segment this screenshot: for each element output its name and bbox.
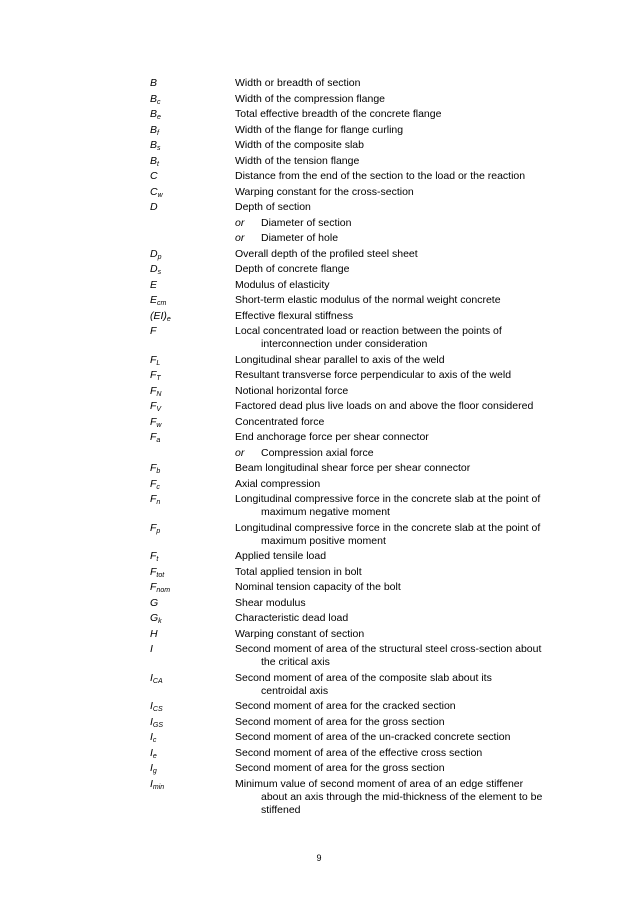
description-line: Second moment of area of the structural steel cross-section about — [235, 643, 542, 655]
symbol-description — [235, 400, 570, 413]
symbol — [150, 369, 235, 382]
symbol-description — [235, 310, 570, 323]
description-line: Compression axial force — [261, 446, 374, 459]
symbol-base: B — [150, 92, 158, 105]
notation-row — [150, 354, 570, 367]
symbol-subscript: t — [157, 160, 159, 168]
symbol-subscript: V — [156, 406, 162, 413]
symbol-description — [235, 550, 570, 563]
symbol-description — [235, 155, 570, 168]
description-line: Total effective breadth of the concrete flange — [235, 108, 442, 120]
symbol-subscript: e — [157, 114, 161, 121]
symbol — [150, 248, 235, 261]
notation-row — [150, 416, 570, 429]
description-line: Short-term elastic modulus of the normal weight concrete — [235, 294, 501, 306]
description-line: Second moment of area of the effective cross section — [235, 746, 483, 759]
symbol — [150, 612, 235, 625]
symbol-subscript: g — [152, 768, 157, 775]
symbol — [150, 354, 235, 367]
notation-row — [150, 294, 570, 307]
symbol-description — [235, 77, 570, 90]
symbol — [150, 672, 235, 685]
description-line: Width of the flange for flange curling — [235, 123, 404, 136]
symbol-description — [235, 416, 570, 429]
notation-row — [150, 747, 570, 760]
notation-row — [150, 566, 570, 579]
symbol-base: D — [150, 201, 158, 213]
notation-row — [150, 400, 570, 413]
symbol-description — [235, 108, 570, 121]
symbol — [150, 385, 235, 398]
symbol-description — [235, 612, 570, 625]
symbol-base: F — [150, 521, 157, 534]
description-line: Depth of section — [235, 201, 311, 213]
description-line: Local concentrated load or reaction between the points of — [235, 325, 502, 337]
symbol-subscript: k — [158, 618, 162, 625]
notation-row — [150, 248, 570, 261]
notation-row — [150, 155, 570, 168]
symbol — [150, 716, 235, 729]
notation-row — [150, 310, 570, 323]
description-continuation: about an axis through the mid-thickness of the element to be — [261, 790, 543, 803]
description-line: Warping constant of section — [235, 627, 365, 640]
symbol — [150, 124, 235, 137]
symbol-subscript: t — [156, 556, 159, 563]
notation-row — [150, 139, 570, 152]
symbol-description — [235, 447, 570, 460]
symbol-description — [235, 385, 570, 398]
notation-row — [150, 186, 570, 199]
symbol-description — [235, 522, 570, 548]
symbol-base: F — [150, 462, 157, 474]
symbol-description — [235, 493, 570, 519]
description-line: Width of the tension flange — [235, 154, 360, 167]
description-line: Axial compression — [235, 477, 321, 490]
description-line: Second moment of area of the composite slab about its — [235, 671, 492, 684]
symbol — [150, 550, 235, 563]
description-continuation: maximum positive moment — [261, 534, 386, 547]
symbol-subscript: p — [156, 527, 161, 535]
or-connector: or — [235, 216, 245, 229]
symbol-subscript: GS — [152, 721, 164, 729]
notation-row — [150, 581, 570, 594]
symbol-description — [235, 747, 570, 760]
notation-row — [150, 522, 570, 548]
notation-row — [150, 279, 570, 292]
description-line: Width or breadth of section — [235, 77, 361, 89]
symbol — [150, 628, 235, 641]
symbol-subscript: p — [157, 253, 162, 261]
notation-row — [150, 263, 570, 276]
description-continuation: maximum negative moment — [261, 506, 390, 518]
description-continuation: stiffened — [261, 803, 301, 816]
symbol-subscript: e — [166, 315, 171, 323]
symbol-description — [235, 581, 570, 594]
symbol-subscript: min — [152, 783, 165, 791]
symbol-subscript: T — [156, 375, 161, 382]
symbol — [150, 77, 235, 90]
symbol — [150, 478, 235, 491]
notation-row — [150, 778, 570, 817]
notation-row — [150, 478, 570, 491]
symbol-base: F — [150, 400, 157, 412]
symbol-subscript: c — [156, 483, 160, 491]
symbol-description — [235, 170, 570, 183]
symbol-description — [235, 462, 570, 475]
symbol-subscript: e — [152, 752, 157, 760]
symbol-description — [235, 217, 570, 230]
symbol-subscript: b — [156, 468, 161, 475]
symbol — [150, 294, 235, 307]
symbol-subscript: c — [152, 737, 157, 744]
description-line: Modulus of elasticity — [235, 278, 330, 291]
notation-row — [150, 385, 570, 398]
description-line: Factored dead plus live loads on and above the floor considered — [235, 400, 534, 412]
symbol-base: D — [150, 263, 158, 275]
symbol-description — [235, 628, 570, 641]
symbol-base: F — [150, 565, 157, 578]
symbol-subscript: f — [157, 129, 159, 137]
symbol-description — [235, 232, 570, 245]
description-line: Warping constant for the cross-section — [235, 185, 414, 198]
notation-row — [150, 447, 570, 460]
symbol — [150, 186, 235, 199]
symbol-description — [235, 186, 570, 199]
notation-row — [150, 550, 570, 563]
symbol-description — [235, 354, 570, 367]
notation-row — [150, 325, 570, 351]
symbol-description — [235, 139, 570, 152]
symbol-base: F — [150, 384, 157, 397]
description-line: Minimum value of second moment of area of an edge stiffener — [235, 777, 524, 790]
symbol-base: I — [150, 731, 153, 743]
symbol-subscript: L — [156, 359, 161, 367]
symbol — [150, 431, 235, 444]
notation-row — [150, 700, 570, 713]
symbol-base: F — [150, 581, 157, 593]
notation-row — [150, 431, 570, 444]
description-line: Second moment of area of the un-cracked concrete section — [235, 731, 511, 743]
symbol — [150, 139, 235, 152]
symbol — [150, 522, 235, 535]
symbol-base: E — [150, 294, 158, 306]
symbol-base: F — [150, 415, 157, 428]
symbol-base: G — [150, 596, 159, 609]
symbol-description — [235, 369, 570, 382]
symbol — [150, 108, 235, 121]
symbol-base: F — [150, 325, 157, 337]
symbol-subscript: a — [156, 437, 161, 444]
symbol — [150, 155, 235, 168]
description-line: Overall depth of the profiled steel sheet — [235, 247, 418, 260]
notation-row — [150, 77, 570, 90]
notation-row — [150, 170, 570, 183]
page-number: 9 — [316, 853, 322, 863]
symbol-base: B — [150, 77, 158, 89]
description-line: Shear modulus — [235, 596, 306, 609]
symbol-base: D — [150, 247, 158, 260]
symbol-base: B — [150, 123, 158, 136]
description-line: Nominal tension capacity of the bolt — [235, 581, 401, 593]
symbol-base: (EI) — [150, 309, 167, 322]
symbol-base: G — [150, 612, 159, 624]
symbol-subscript: n — [156, 499, 161, 506]
description-line: Notional horizontal force — [235, 384, 349, 397]
or-connector: or — [235, 446, 245, 459]
description-line: Width of the composite slab — [235, 139, 364, 151]
symbol-subscript: nom — [156, 587, 171, 594]
symbol-subscript: s — [157, 269, 162, 276]
description-line: End anchorage force per shear connector — [235, 431, 429, 443]
symbol-base: I — [150, 762, 153, 774]
symbol — [150, 93, 235, 106]
symbol — [150, 462, 235, 475]
symbol — [150, 778, 235, 791]
symbol-description — [235, 716, 570, 729]
notation-list — [150, 77, 570, 819]
symbol-description — [235, 263, 570, 276]
notation-row — [150, 217, 570, 230]
symbol-description — [235, 124, 570, 137]
symbol-base: F — [150, 369, 157, 381]
symbol-base: F — [150, 431, 157, 443]
symbol-description — [235, 700, 570, 713]
symbol-description — [235, 431, 570, 444]
symbol-base: B — [150, 139, 158, 151]
symbol — [150, 201, 235, 214]
notation-row — [150, 597, 570, 610]
symbol-base: E — [150, 278, 158, 291]
symbol-description — [235, 201, 570, 214]
notation-row — [150, 731, 570, 744]
symbol-description — [235, 672, 570, 698]
description-line: Width of the compression flange — [235, 92, 385, 105]
notation-row — [150, 762, 570, 775]
symbol — [150, 700, 235, 713]
description-line: Distance from the end of the section to the load or the reaction — [235, 170, 526, 182]
or-connector: or — [235, 232, 245, 244]
notation-row — [150, 716, 570, 729]
description-continuation: interconnection under consideration — [261, 338, 428, 350]
symbol-base: H — [150, 627, 158, 640]
description-line: Diameter of hole — [261, 232, 339, 244]
symbol-description — [235, 566, 570, 579]
description-line: Second moment of area for the gross section — [235, 715, 445, 728]
notation-row — [150, 493, 570, 519]
symbol — [150, 762, 235, 775]
symbol-base: I — [150, 715, 153, 728]
symbol — [150, 566, 235, 579]
symbol — [150, 279, 235, 292]
symbol — [150, 493, 235, 506]
symbol-description — [235, 93, 570, 106]
symbol — [150, 416, 235, 429]
symbol-description — [235, 643, 570, 669]
symbol — [150, 170, 235, 183]
symbol-subscript: CS — [152, 706, 163, 713]
description-line: Second moment of area for the gross section — [235, 762, 445, 774]
notation-row — [150, 201, 570, 214]
symbol-base: F — [150, 353, 157, 366]
symbol-description — [235, 597, 570, 610]
description-continuation: the critical axis — [261, 656, 330, 668]
symbol-description — [235, 478, 570, 491]
symbol-subscript: w — [156, 421, 162, 429]
description-line: Diameter of section — [261, 216, 352, 229]
symbol-base: B — [150, 108, 158, 120]
symbol — [150, 747, 235, 760]
symbol — [150, 310, 235, 323]
symbol-subscript: CA — [152, 677, 163, 685]
symbol-description — [235, 778, 570, 817]
description-line: Effective flexural stiffness — [235, 309, 354, 322]
symbol-base: B — [150, 154, 158, 167]
description-line: Longitudinal shear parallel to axis of the weld — [235, 353, 445, 366]
symbol-subscript: c — [157, 98, 161, 106]
description-line: Resultant transverse force perpendicular to axis of the weld — [235, 369, 512, 381]
description-line: Applied tensile load — [235, 550, 327, 562]
notation-row — [150, 232, 570, 245]
symbol — [150, 263, 235, 276]
symbol-subscript: tot — [156, 571, 165, 579]
symbol-description — [235, 325, 570, 351]
symbol-base: I — [150, 777, 153, 790]
symbol — [150, 597, 235, 610]
notation-row — [150, 108, 570, 121]
notation-row — [150, 628, 570, 641]
symbol-description — [235, 731, 570, 744]
symbol-base: C — [150, 170, 158, 182]
notation-row — [150, 643, 570, 669]
symbol-base: F — [150, 493, 157, 505]
description-line: Depth of concrete flange — [235, 263, 350, 275]
description-line: Total applied tension in bolt — [235, 565, 362, 578]
symbol-subscript: s — [157, 145, 161, 152]
symbol-description — [235, 762, 570, 775]
symbol-base: F — [150, 477, 157, 490]
symbol — [150, 581, 235, 594]
notation-row — [150, 124, 570, 137]
description-continuation: centroidal axis — [261, 684, 329, 697]
notation-row — [150, 93, 570, 106]
symbol-subscript: cm — [157, 300, 167, 307]
description-line: Beam longitudinal shear force per shear connector — [235, 462, 471, 474]
symbol-base: C — [150, 185, 158, 198]
symbol-subscript: N — [156, 390, 162, 398]
symbol — [150, 325, 235, 338]
description-line: Longitudinal compressive force in the concrete slab at the point of — [235, 521, 541, 534]
symbol-description — [235, 248, 570, 261]
symbol-base: I — [150, 746, 153, 759]
description-line: Longitudinal compressive force in the concrete slab at the point of — [235, 493, 541, 505]
symbol-base: I — [150, 671, 153, 684]
notation-row — [150, 612, 570, 625]
description-line: Characteristic dead load — [235, 612, 349, 624]
notation-row — [150, 672, 570, 698]
symbol — [150, 400, 235, 413]
symbol — [150, 731, 235, 744]
symbol-base: I — [150, 643, 153, 655]
symbol-description — [235, 279, 570, 292]
symbol-description — [235, 294, 570, 307]
symbol-subscript: w — [157, 191, 163, 199]
notation-row — [150, 462, 570, 475]
description-line: Concentrated force — [235, 415, 325, 428]
notation-row — [150, 369, 570, 382]
description-line: Second moment of area for the cracked section — [235, 700, 456, 712]
symbol-base: I — [150, 700, 153, 712]
symbol — [150, 643, 235, 656]
symbol-base: F — [150, 550, 157, 562]
